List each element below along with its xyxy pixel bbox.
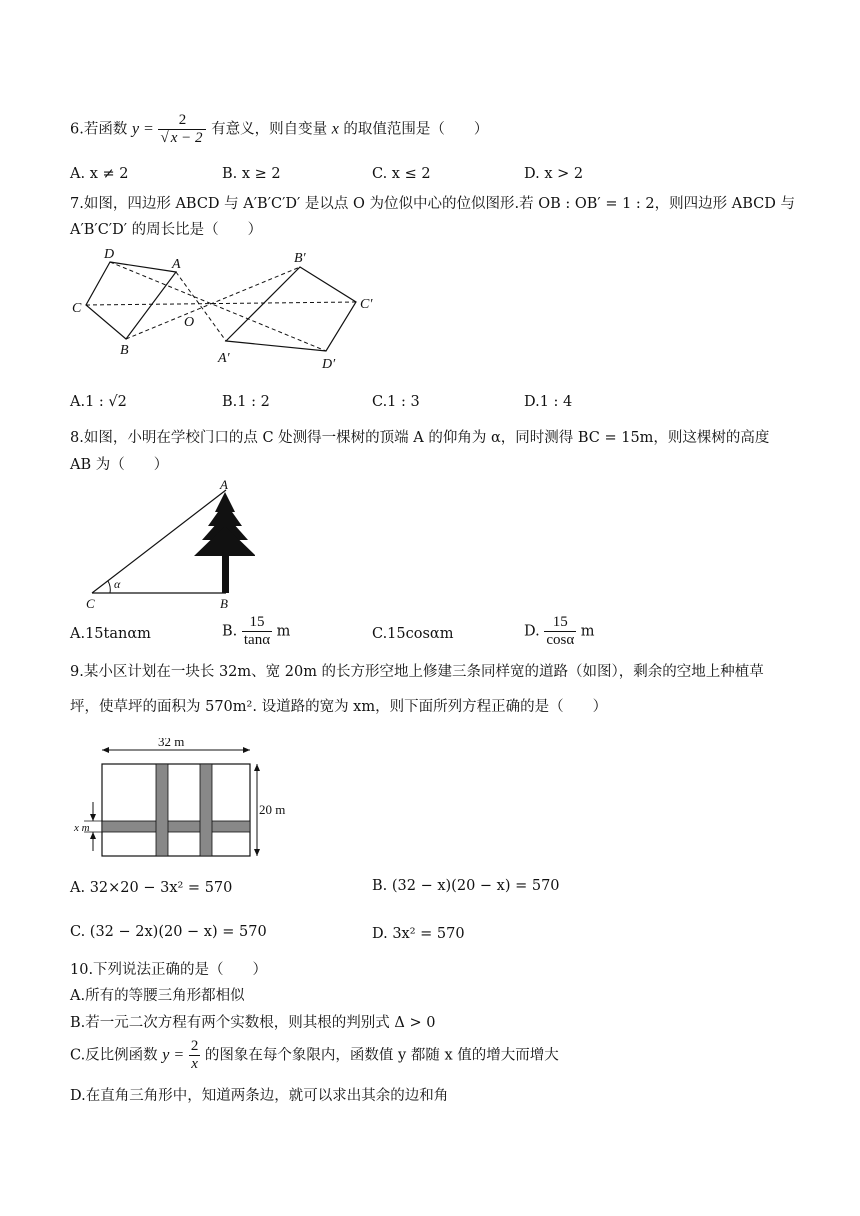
question-7-line2: A′B′C′D′ 的周长比是（ ） — [70, 222, 263, 238]
q10-option-c-fraction — [189, 1038, 201, 1073]
q7-ray-b-bprime — [126, 267, 300, 339]
q8-angle-alpha-arc — [108, 581, 110, 593]
q10-option-c-lhs: y = — [162, 1046, 185, 1064]
q8-option-b-letter: B. — [222, 623, 238, 640]
q9-rectangular-plot — [102, 764, 250, 856]
q6-option-c: C. x ≤ 2 — [372, 166, 431, 182]
question-7-line1: 7.如图，四边形 ABCD 与 A′B′C′D′ 是以点 O 为位似中心的位似图形.若 OB : OB′ = 1 : 2，则四边形 ABCD 与 — [70, 196, 795, 212]
q6-stem-suffix: 的取值范围是（ ） — [343, 121, 489, 138]
q8-label-alpha: α — [114, 577, 121, 591]
q8-label-b: B — [220, 596, 228, 611]
q9-option-c: C. (32 − 2x)(20 − x) = 570 — [70, 924, 267, 940]
q6-variable: x — [331, 120, 339, 138]
q6-function-lhs: y = — [131, 120, 154, 138]
q6-stem-middle: 有意义，则自变量 — [211, 121, 328, 138]
q7-option-b: B.1 : 2 — [222, 394, 270, 410]
question-8-line2: AB 为（ ） — [70, 457, 169, 473]
q7-label-c-prime: C′ — [360, 297, 373, 312]
q8-option-b-numerator: 15 — [249, 614, 265, 630]
question-9-line1: 9.某小区计划在一块长 32m、宽 20m 的长方形空地上修建三条同样宽的道路（如图），剩余的空地上种植草 — [70, 664, 764, 680]
q8-label-c: C — [86, 596, 95, 611]
q7-label-b: B — [120, 343, 129, 358]
q7-homothety-figure — [66, 246, 396, 374]
q10-option-d: D.在直角三角形中，知道两条边，就可以求出其余的边和角 — [70, 1088, 449, 1104]
q8-tree-elevation-figure — [80, 478, 255, 613]
q10-option-c — [70, 1038, 559, 1073]
q8-option-b-denominator: tanα — [243, 632, 271, 648]
q7-option-d: D.1 : 4 — [524, 394, 573, 410]
q10-option-a: A.所有的等腰三角形都相似 — [70, 988, 245, 1004]
q8-option-b-fraction — [242, 614, 272, 649]
q8-label-a: A — [220, 478, 228, 492]
q7-quadrilateral-abcd-prime — [226, 267, 356, 351]
q9-vertical-road-2 — [200, 764, 212, 856]
q6-stem-prefix: 6.若函数 — [70, 121, 128, 138]
q9-road-plan-figure — [72, 738, 302, 863]
q9-option-a: A. 32×20 − 3x² = 570 — [70, 880, 233, 896]
q8-option-d-fraction — [544, 614, 576, 649]
q7-ray-a-aprime — [176, 272, 226, 341]
q9-option-d: D. 3x² = 570 — [372, 926, 465, 942]
q7-label-d-prime: D′ — [322, 357, 336, 372]
q7-label-o: O — [184, 315, 195, 330]
q8-option-d-numerator: 15 — [552, 614, 568, 630]
q8-option-b — [222, 614, 290, 649]
q8-option-d-unit: m — [580, 623, 595, 640]
question-8-line1: 8.如图，小明在学校门口的点 C 处测得一棵树的顶端 A 的仰角为 α，同时测得 BC = 15m，则这棵树的高度 — [70, 430, 770, 446]
q7-label-d: D — [104, 247, 115, 262]
q6-fraction — [158, 112, 206, 147]
question-10-stem: 10.下列说法正确的是（ ） — [70, 962, 268, 978]
q10-option-c-suffix: 的图象在每个象限内，函数值 y 都随 x 值的增大而增大 — [204, 1047, 559, 1064]
q9-horizontal-road — [102, 821, 250, 832]
q7-label-a-prime: A′ — [218, 351, 230, 366]
q8-option-d-letter: D. — [524, 623, 540, 640]
q7-ray-d-dprime — [110, 262, 326, 351]
q9-label-width: 20 m — [259, 802, 286, 817]
question-6-stem — [70, 112, 488, 147]
q6-radicand: x − 2 — [170, 130, 203, 146]
q10-option-c-denominator: x — [189, 1055, 201, 1073]
question-9-line2: 坪，使草坪的面积为 570m². 设道路的宽为 xm，则下面所列方程正确的是（ ） — [70, 699, 608, 715]
q8-option-a: A.15tanαm — [70, 626, 151, 642]
q9-vertical-road-1 — [156, 764, 168, 856]
q7-quadrilateral-abcd — [86, 262, 176, 339]
q9-label-length: 32 m — [158, 738, 185, 749]
q6-fraction-denominator: √ x − 2 — [158, 129, 206, 147]
q8-line-of-sight-ca — [92, 490, 226, 593]
q10-option-b: B.若一元二次方程有两个实数根，则其根的判别式 Δ > 0 — [70, 1015, 436, 1031]
q7-label-b-prime: B′ — [294, 251, 306, 266]
q7-option-c: C.1 : 3 — [372, 394, 420, 410]
q9-label-road-width: x m — [74, 822, 90, 834]
q7-label-a: A — [172, 257, 181, 272]
q6-option-b: B. x ≥ 2 — [222, 166, 281, 182]
q7-ray-c-cprime — [86, 302, 356, 305]
q8-option-d — [524, 614, 595, 649]
q10-option-c-numerator: 2 — [190, 1038, 199, 1054]
q6-fraction-numerator: 2 — [178, 112, 187, 128]
q7-option-a: A.1 : √2 — [70, 394, 127, 410]
q7-label-c: C — [72, 301, 82, 316]
q10-option-c-prefix: C.反比例函数 — [70, 1047, 158, 1064]
q6-option-d: D. x > 2 — [524, 166, 584, 182]
q8-option-b-unit: m — [276, 623, 291, 640]
q9-option-b: B. (32 − x)(20 − x) = 570 — [372, 878, 560, 894]
q8-option-c: C.15cosαm — [372, 626, 454, 642]
q8-option-d-denominator: cosα — [546, 632, 575, 648]
q6-option-a: A. x ≠ 2 — [70, 166, 129, 182]
